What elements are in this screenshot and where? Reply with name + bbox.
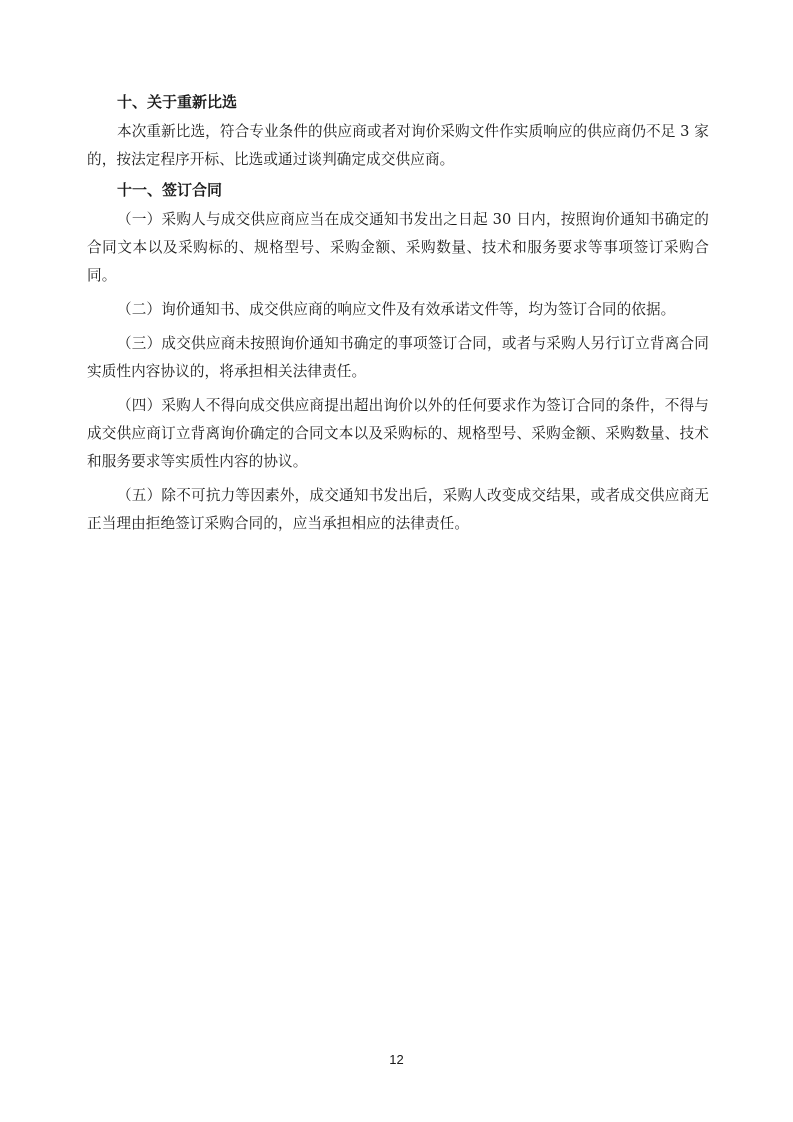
- contract-paragraph-1: （一）采购人与成交供应商应当在成交通知书发出之日起 30 日内，按照询价通知书确定的合同文本以及采购标的、规格型号、采购金额、采购数量、技术和服务要求等事项签订采购合同。: [87, 211, 709, 284]
- document-body: [87, 88, 709, 538]
- page-number: 12: [389, 1052, 404, 1067]
- section-heading-sign-contract: 十一、签订合同: [117, 181, 223, 199]
- re-selection-paragraph: 本次重新比选，符合专业条件的供应商或者对询价采购文件作实质响应的供应商仍不足 3 家的，按法定程序开标、比选或通过谈判确定成交供应商。: [87, 123, 709, 168]
- contract-paragraph-2: （二）询价通知书、成交供应商的响应文件及有效承诺文件等，均为签订合同的依据。: [117, 301, 676, 318]
- contract-paragraph-4: （四）采购人不得向成交供应商提出超出询价以外的任何要求作为签订合同的条件，不得与成交供应商订立背离询价确定的合同文本以及采购标的、规格型号、采购金额、采购数量、技术和服务要求等实质性内容的协议。: [87, 397, 709, 470]
- contract-paragraph-5: （五）除不可抗力等因素外，成交通知书发出后，采购人改变成交结果，或者成交供应商无正当理由拒绝签订采购合同的，应当承担相应的法律责任。: [87, 487, 709, 532]
- section-heading-re-selection: 十、关于重新比选: [117, 93, 238, 111]
- contract-paragraph-3: （三）成交供应商未按照询价通知书确定的事项签订合同，或者与采购人另行订立背离合同实质性内容协议的，将承担相关法律责任。: [87, 335, 709, 380]
